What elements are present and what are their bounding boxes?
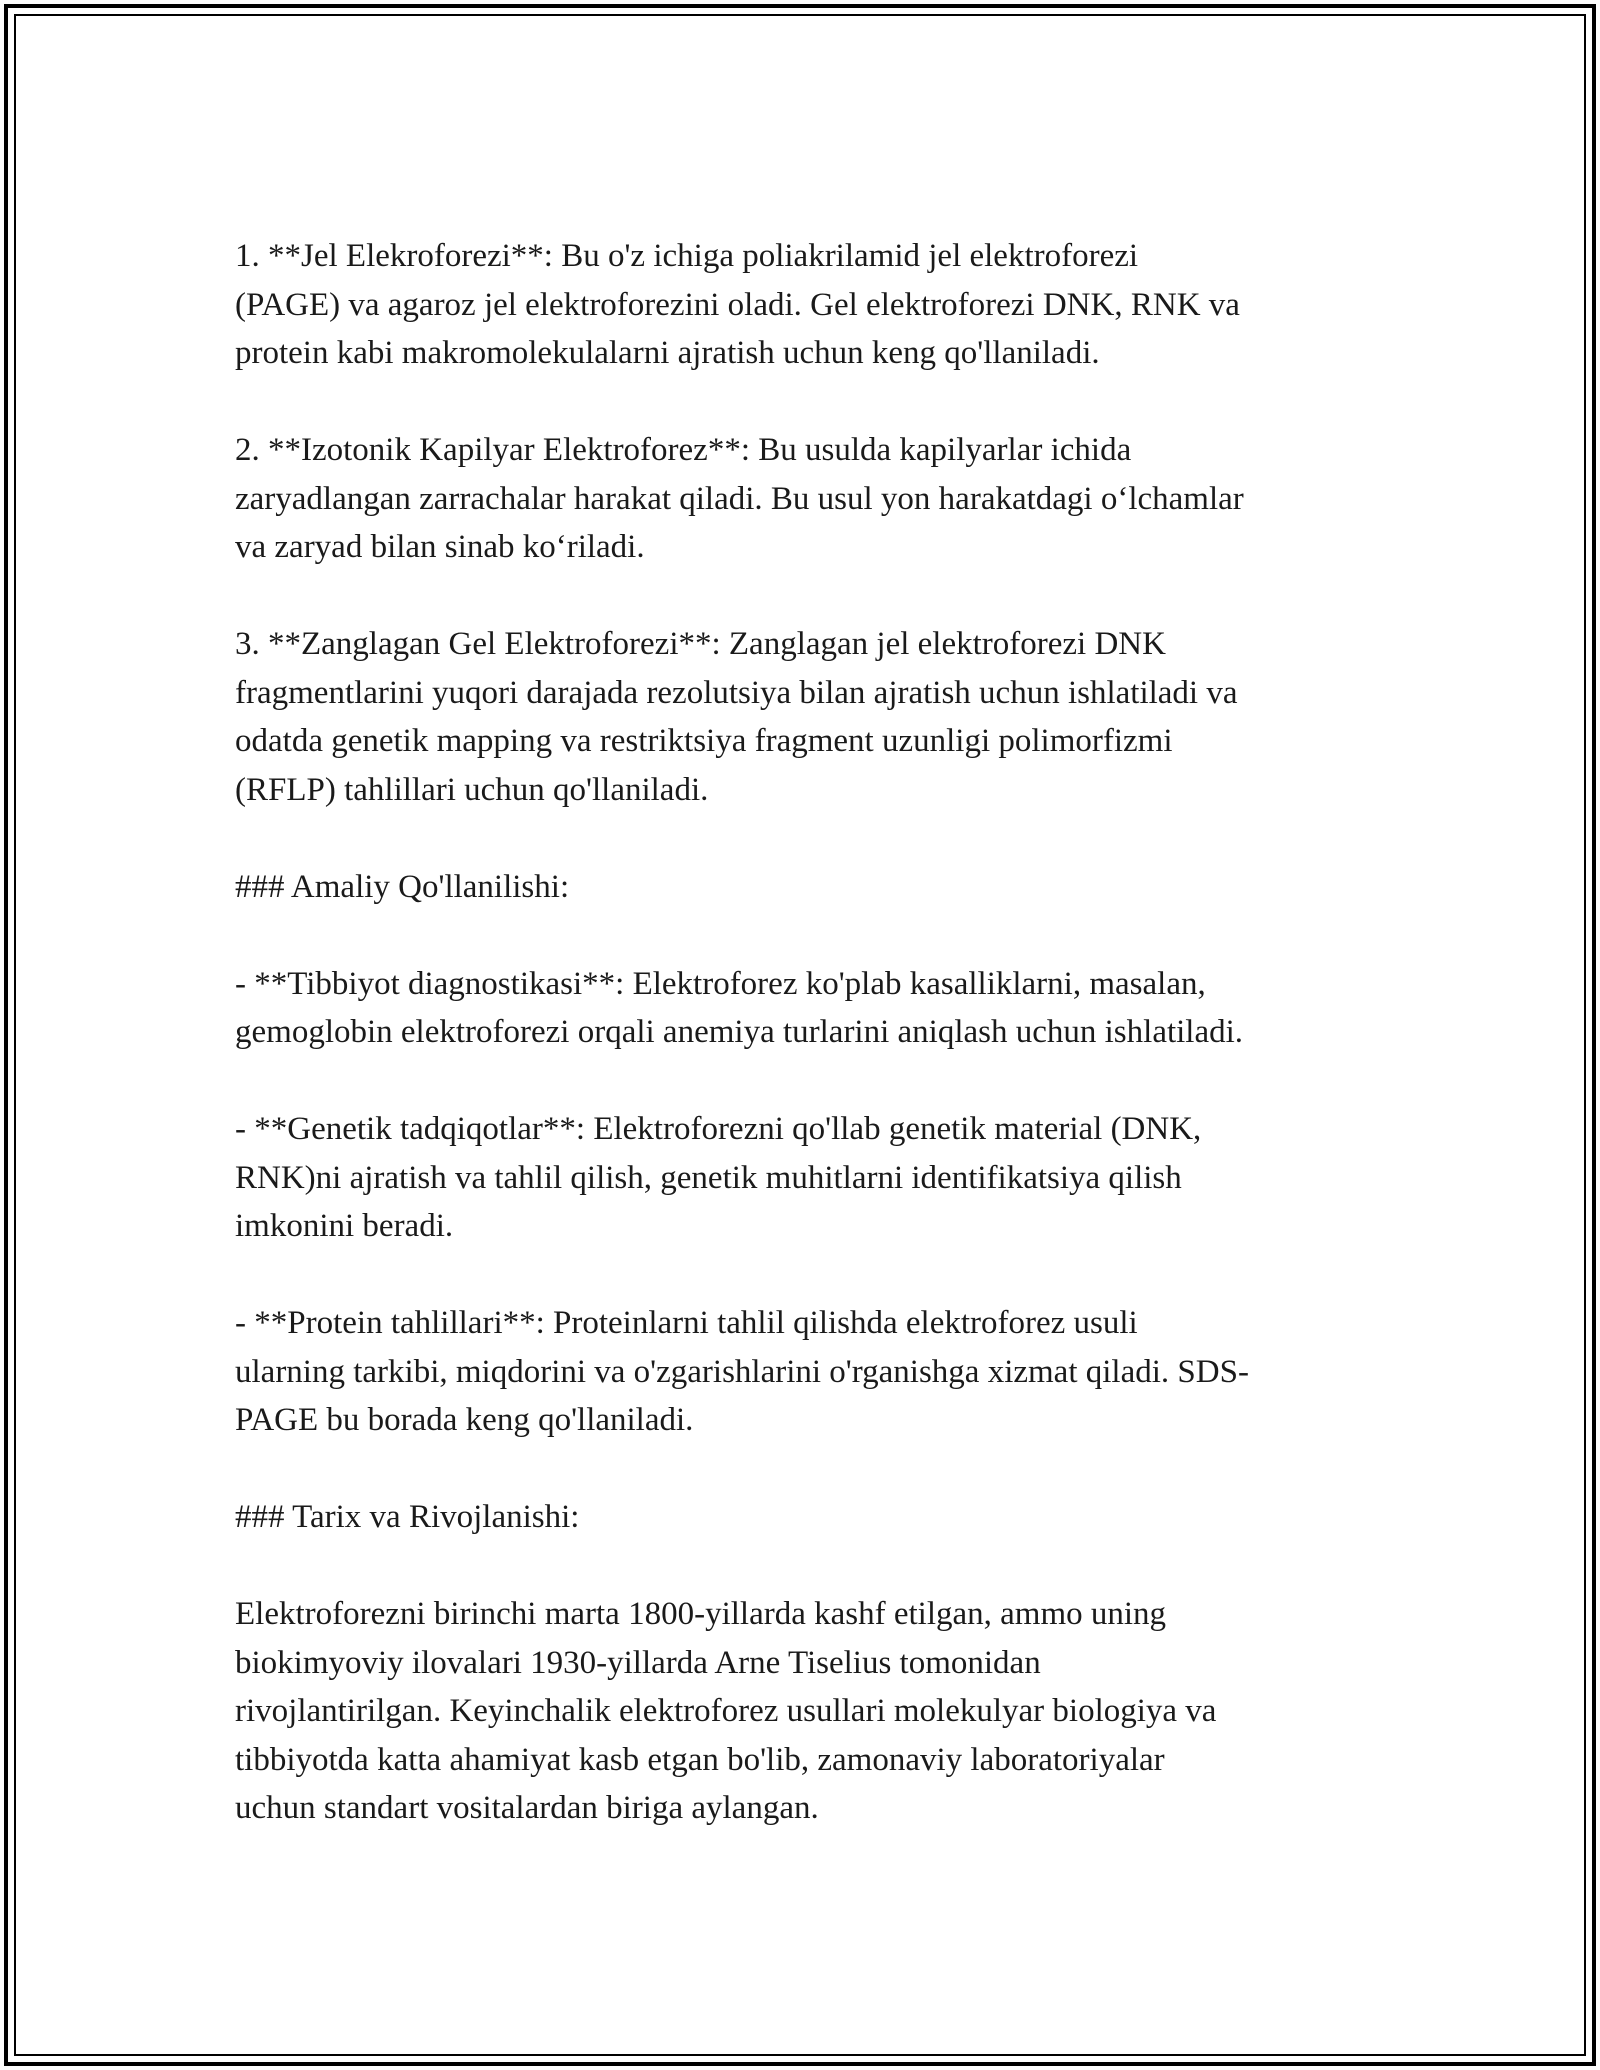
document-body xyxy=(235,232,1375,1833)
paragraph-tarix: Elektroforezni birinchi marta 1800-yillarda kashf etilgan, ammo uning biokimyoviy ilovalari 1930-yillarda Arne Tiselius tomonidan rivojlantirilgan. Keyinchalik elektroforez usullari molekulyar biologiya va tibbiyotda katta ahamiyat kasb etgan bo'lib, zamonaviy laboratoriyalar uchun standart vositalardan biriga aylangan. xyxy=(235,1596,1217,1826)
list-item-tibbiyot: - **Tibbiyot diagnostikasi**: Elektroforez ko'plab kasalliklarni, masalan, gemoglobin elektroforezi orqali anemiya turlarini aniqlash uchun ishlatiladi. xyxy=(235,965,1244,1050)
list-item-genetik: - **Genetik tadqiqotlar**: Elektroforezni qo'llab genetik material (DNK, RNK)ni ajratish va tahlil qilish, genetik muhitlarni identifikatsiya qilish imkonini beradi. xyxy=(235,1111,1202,1244)
paragraph-izotonik-kapilyar: 2. **Izotonik Kapilyar Elektroforez**: Bu usulda kapilyarlar ichida zaryadlangan zarrachalar harakat qiladi. Bu usul yon harakatdagi o‘lchamlar va zaryad bilan sinab ko‘riladi. xyxy=(235,432,1244,565)
paragraph-zanglagan-gel: 3. **Zanglagan Gel Elektroforezi**: Zanglagan jel elektroforezi DNK fragmentlarini yuqori darajada rezolutsiya bilan ajratish uchun ishlatiladi va odatda genetik mapping va restriktsiya fragment uzunligi polimorfizmi (RFLP) tahlillari uchun qo'llaniladi. xyxy=(235,626,1238,808)
list-item-protein: - **Protein tahlillari**: Proteinlarni tahlil qilishda elektroforez usuli ularning tarkibi, miqdorini va o'zgarishlarini o'rganishga xizmat qiladi. SDS- PAGE bu borada keng qo'llaniladi. xyxy=(235,1305,1249,1438)
heading-amaliy-qollanilishi: ### Amaliy Qo'llanilishi: xyxy=(235,868,570,905)
heading-tarix: ### Tarix va Rivojlanishi: xyxy=(235,1499,580,1535)
paragraph-jel-elektroforezi: 1. **Jel Elekroforezi**: Bu o'z ichiga poliakrilamid jel elektroforezi (PAGE) va agaroz jel elektroforezini oladi. Gel elektroforezi DNK, RNK va protein kabi makromolekulalarni ajratish uchun keng qo'llaniladi. xyxy=(235,238,1240,371)
